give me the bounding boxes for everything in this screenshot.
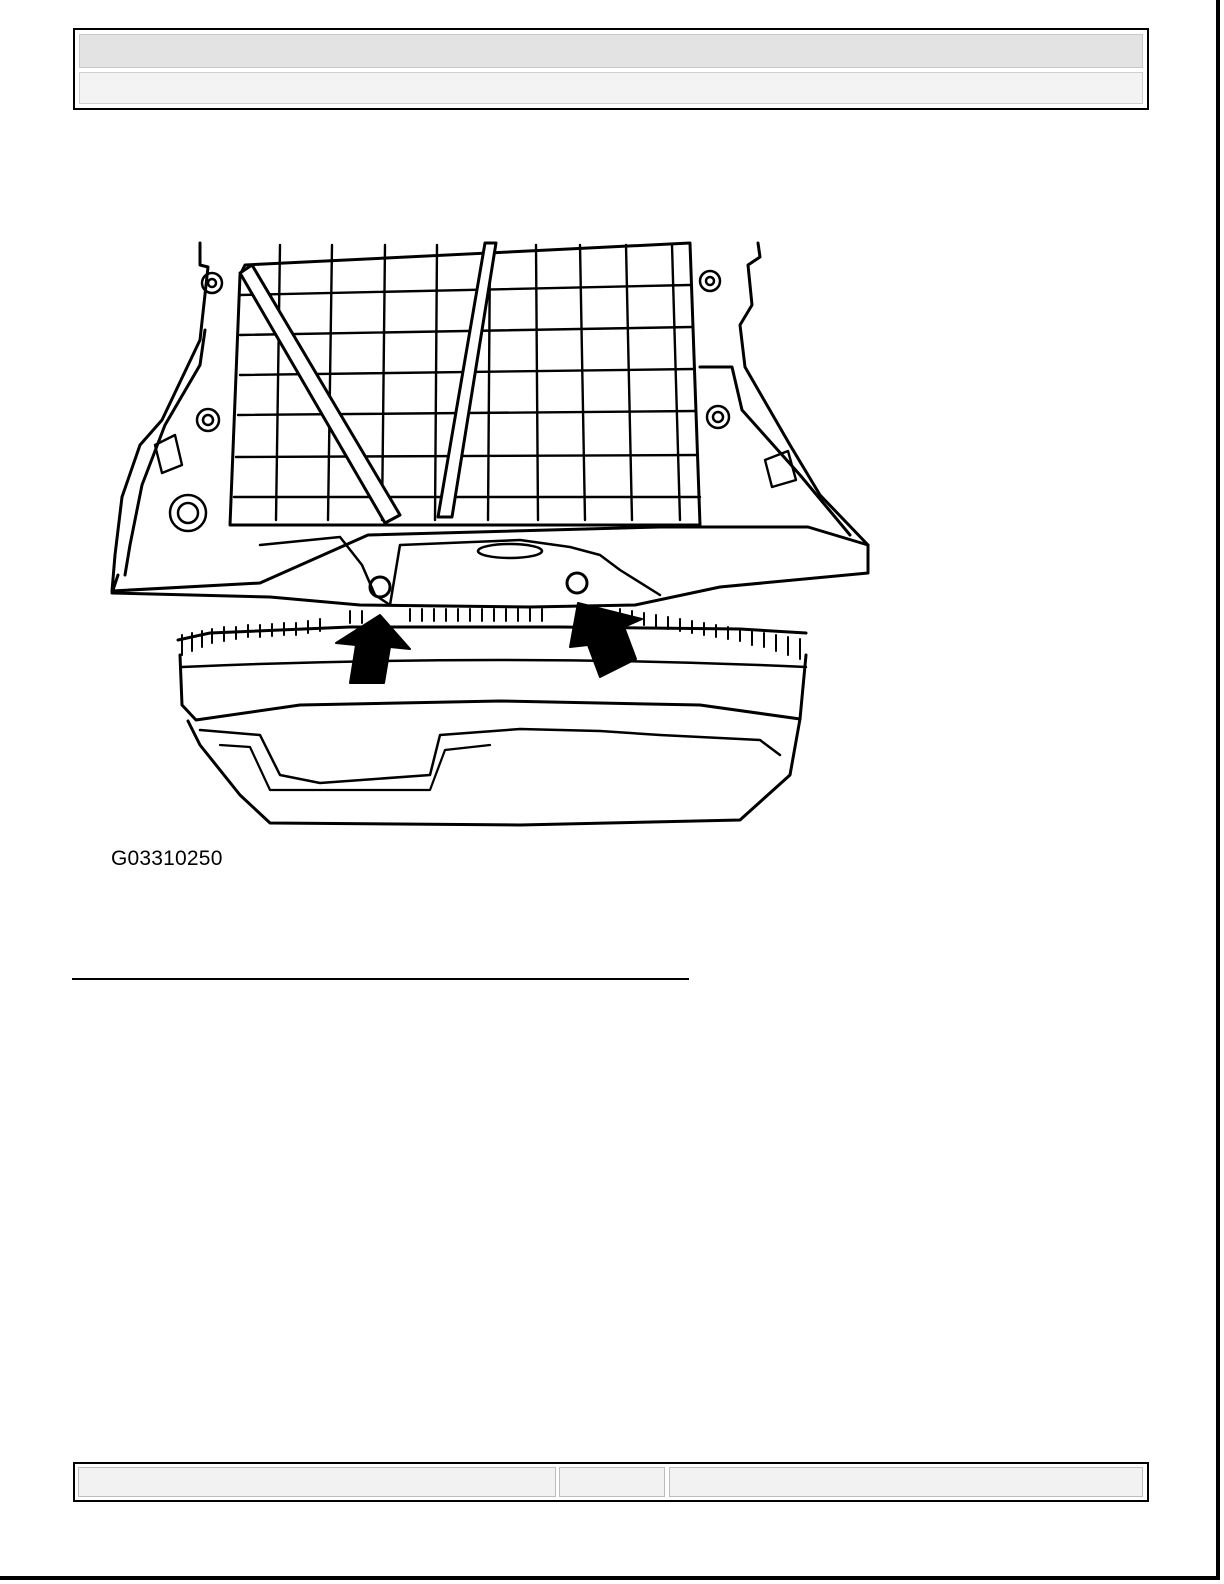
- page-footer: [73, 1462, 1149, 1502]
- flywheel-inner-detail: [200, 729, 780, 783]
- flange-bottom-detail: [260, 537, 660, 605]
- figure-caption: G03310250: [111, 847, 223, 870]
- diagonal-brace-left: [240, 265, 400, 523]
- flywheel-face: [182, 660, 806, 667]
- section-divider: [72, 978, 689, 980]
- footer-cell-left: [78, 1467, 556, 1497]
- header-subtitle-bar: [79, 72, 1143, 104]
- target-bolt-left: [370, 577, 390, 597]
- ring-gear-teeth: [182, 609, 800, 659]
- housing-right-edge: [740, 243, 868, 545]
- target-bolt-right: [567, 573, 587, 593]
- arrow-left-icon: [336, 615, 410, 683]
- page-header: [73, 28, 1149, 110]
- header-title-bar: [79, 34, 1143, 68]
- flange-slot: [478, 544, 542, 558]
- flywheel-illustration: [100, 235, 880, 835]
- footer-cell-right: [669, 1467, 1143, 1497]
- housing-right-flange: [700, 367, 850, 535]
- housing-lug-right: [765, 451, 796, 487]
- footer-cell-middle: [559, 1467, 665, 1497]
- flywheel-inner-detail-2: [220, 745, 490, 790]
